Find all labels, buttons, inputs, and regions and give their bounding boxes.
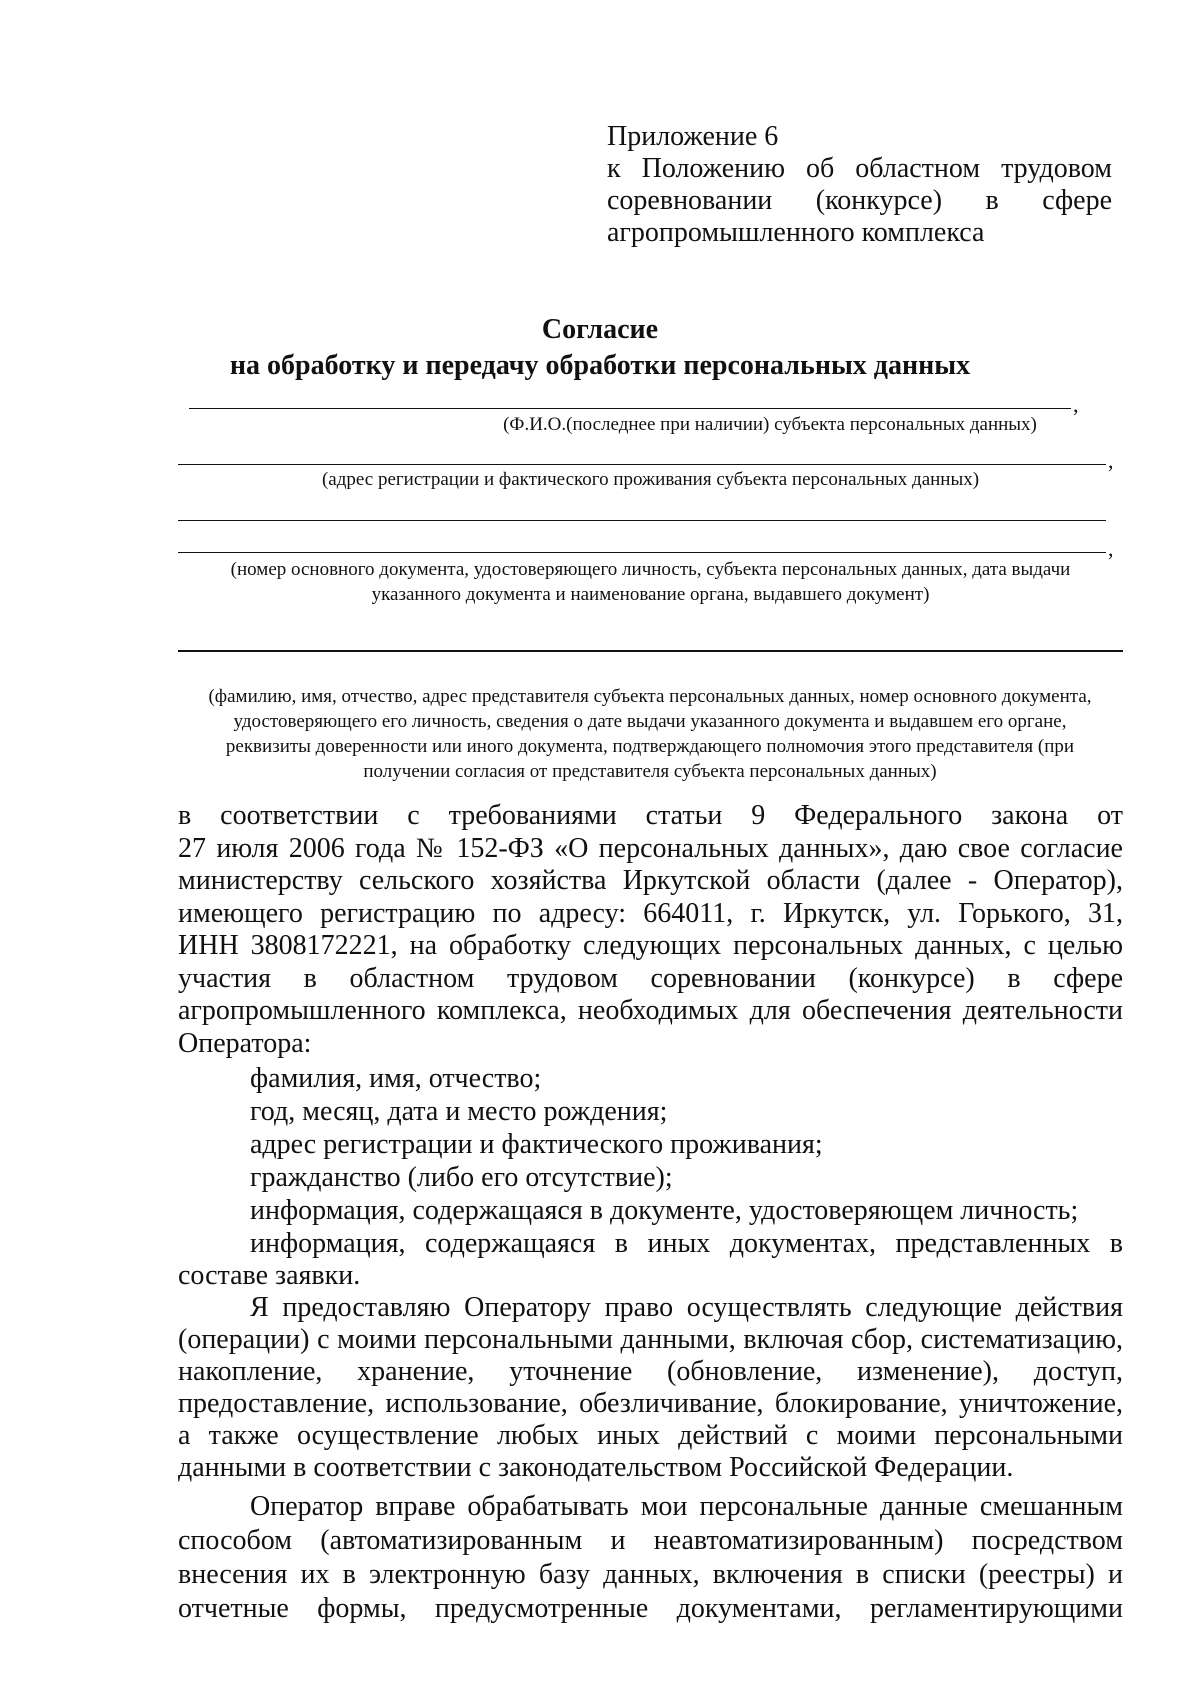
representative-caption-3: реквизиты доверенности или иного документа, подтверждающего полномочия этого представителя (при [225,736,1075,757]
document-input-line-2[interactable] [178,552,1106,553]
paragraph-3-line: внесения их в электронную базу данных, включения в списки (реестры) и [178,1559,1123,1590]
annex-line-4: агропромышленного комплекса [607,217,985,248]
personal-data-list [250,1062,1123,1260]
representative-caption-4: получении согласия от представителя субъекта персональных данных) [363,761,937,782]
paragraph-2-line: а также осуществление любых иных действий с моими персональными [178,1420,1123,1451]
annex-header [607,121,1112,249]
representative-caption-1: (фамилию, имя, отчество, адрес представителя субъекта персональных данных, номер основного документа, [208,686,1092,707]
paragraph-3-line: способом (автоматизированным и неавтоматизированным) посредством [178,1525,1123,1556]
paragraph-1-line: министерству сельского хозяйства Иркутской области (далее - Оператор), [178,865,1123,896]
list-item: информация, содержащаяся в документе, удостоверяющем личность; [250,1195,1079,1226]
annex-line-2: к Положению об областном трудовом [607,153,1112,184]
paragraph-1-line: агропромышленного комплекса, необходимых для обеспечения деятельности [178,995,1123,1026]
fio-input-line[interactable] [189,408,1071,409]
paragraph-2-line: Я предоставляю Оператору право осуществлять следующие действия [250,1292,1123,1323]
paragraph-1-line: имеющего регистрацию по адресу: 664011, г. Иркутск, ул. Горького, 31, [178,897,1123,929]
document-input-line-1[interactable] [178,520,1106,521]
paragraph-1-line: в соответствии с требованиями статьи 9 Федерального закона от [178,800,1123,831]
address-comma: , [1108,448,1114,473]
list-item: гражданство (либо его отсутствие); [250,1162,673,1193]
document-title: Согласие [541,314,659,345]
paragraph-2-line: (операции) с моими персональными данными, включая сбор, систематизацию, [178,1324,1123,1355]
paragraph-3-line: отчетные формы, предусмотренные документами, регламентирующими [178,1593,1123,1624]
address-caption: (адрес регистрации и фактического проживания субъекта персональных данных) [321,469,980,490]
consent-paragraph-3 [178,1490,1123,1626]
annex-line-3: соревновании (конкурсе) в сфере [607,185,1112,216]
document-caption-1: (номер основного документа, удостоверяющего личность, субъекта персональных данных, дата выдачи [230,559,1071,580]
document-caption-2: указанного документа и наименование органа, выдавшего документ) [371,584,930,605]
paragraph-1-line: ИНН 3808172221, на обработку следующих персональных данных, с целью [178,930,1123,961]
annex-number: Приложение 6 [607,121,779,152]
list-item: адрес регистрации и фактического проживания; [250,1129,823,1160]
list-item-continuation: составе заявки. [178,1260,361,1291]
paragraph-1-line: участия в областном трудовом соревновании (конкурсе) в сфере [178,962,1123,994]
consent-paragraph-1 [178,800,1123,1060]
list-item: информация, содержащаяся в иных документах, представленных в [250,1228,1123,1259]
list-item: год, месяц, дата и место рождения; [250,1096,668,1127]
fio-caption: (Ф.И.О.(последнее при наличии) субъекта персональных данных) [503,414,1037,435]
document-comma: , [1108,536,1114,561]
representative-input-line[interactable] [178,650,1123,652]
fio-comma: , [1073,392,1079,417]
document-subtitle: на обработку и передачу обработки персональных данных [229,350,971,381]
address-input-line[interactable] [178,464,1106,465]
paragraph-2-line: предоставление, использование, обезличивание, блокирование, уничтожение, [178,1388,1123,1419]
paragraph-1-line: Оператора: [178,1027,312,1059]
paragraph-2-line: накопление, хранение, уточнение (обновление, изменение), доступ, [178,1356,1123,1387]
paragraph-3-line: Оператор вправе обрабатывать мои персональные данные смешанным [250,1491,1123,1522]
paragraph-2-line: данными в соответствии с законодательством Российской Федерации. [178,1452,1014,1483]
list-item: фамилия, имя, отчество; [250,1063,542,1094]
paragraph-1-line: 27 июля 2006 года № 152-ФЗ «О персональных данных», даю свое согласие [178,832,1123,864]
consent-paragraph-2 [178,1292,1123,1484]
representative-caption-2: удостоверяющего его личность, сведения о дате выдачи указанного документа и выдавшем его органе, [233,711,1067,732]
